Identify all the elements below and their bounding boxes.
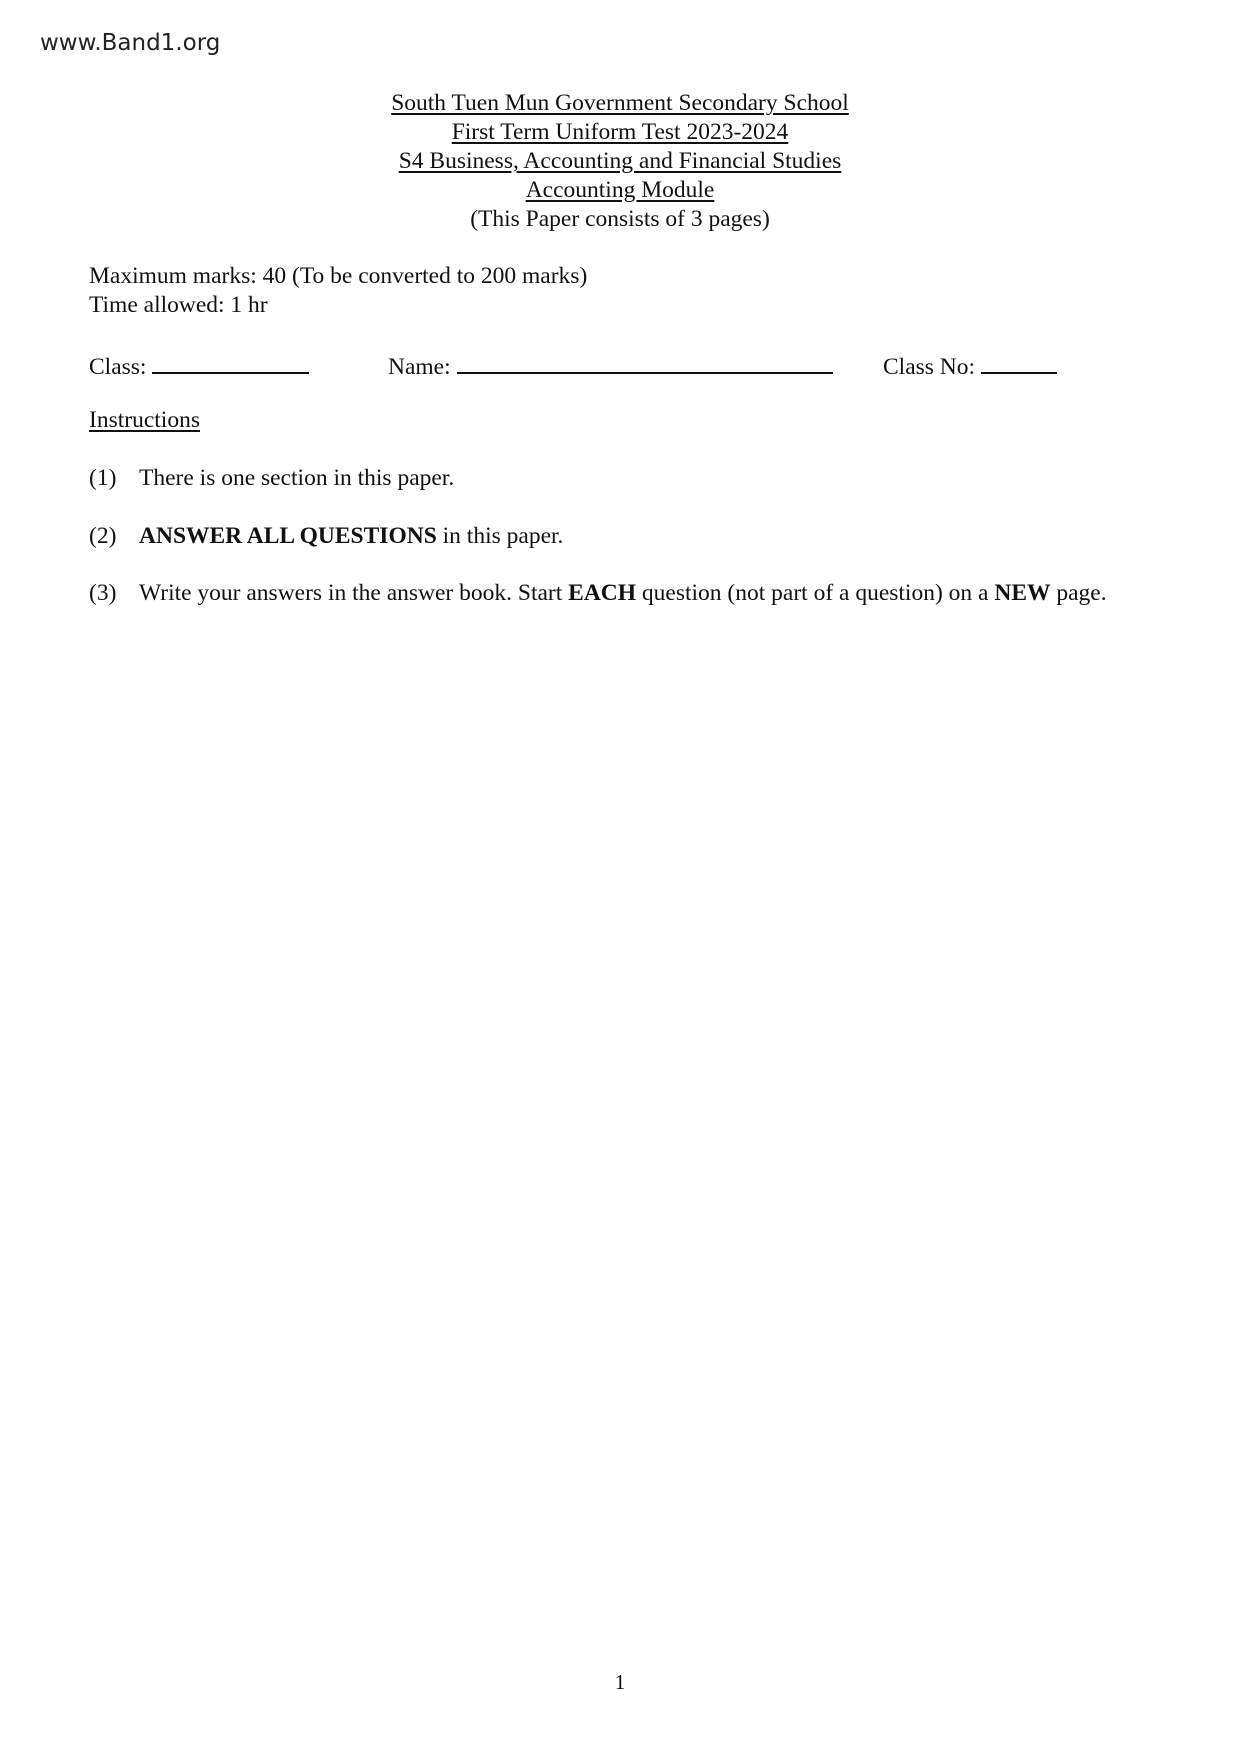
instruction-emphasis: EACH (568, 580, 637, 606)
instruction-number: (1) (89, 465, 117, 491)
subject-title: S4 Business, Accounting and Financial Studies (398, 148, 842, 174)
name-field (388, 350, 833, 381)
instruction-item-2 (89, 521, 1151, 551)
school-name: South Tuen Mun Government Secondary School (391, 90, 849, 116)
pages-note: (This Paper consists of 3 pages) (470, 206, 770, 232)
instruction-emphasis: NEW (994, 580, 1051, 606)
name-blank-line[interactable] (457, 350, 833, 374)
class-no-label: Class No: (883, 354, 976, 380)
class-blank-line[interactable] (152, 350, 309, 374)
max-marks: Maximum marks: 40 (To be converted to 200 marks) (89, 263, 588, 289)
instruction-text: in this paper. (436, 523, 564, 549)
class-label: Class: (89, 354, 147, 380)
instruction-number: (3) (89, 580, 117, 606)
name-label: Name: (388, 354, 451, 380)
instructions-heading: Instructions (89, 407, 200, 433)
instruction-text: question (not part of a question) on a (636, 580, 995, 606)
class-field (89, 350, 309, 381)
instruction-text: There is one section in this paper. (139, 465, 455, 491)
class-no-blank-line[interactable] (981, 350, 1057, 374)
paper-header (0, 89, 1240, 234)
instruction-text: page. (1050, 580, 1107, 606)
instruction-number: (2) (89, 523, 117, 549)
test-title: First Term Uniform Test 2023-2024 (451, 119, 789, 145)
module-title: Accounting Module (525, 177, 715, 203)
page-number: 1 (614, 1670, 626, 1694)
instruction-item-1 (89, 463, 1151, 493)
instruction-item-3 (89, 578, 1151, 608)
watermark-text: www.Band1.org (40, 30, 221, 56)
time-allowed: Time allowed: 1 hr (89, 292, 268, 318)
class-no-field (883, 350, 1057, 381)
instruction-emphasis: ANSWER ALL QUESTIONS (139, 523, 437, 549)
instruction-text: Write your answers in the answer book. Start (139, 580, 569, 606)
exam-meta (89, 262, 587, 320)
